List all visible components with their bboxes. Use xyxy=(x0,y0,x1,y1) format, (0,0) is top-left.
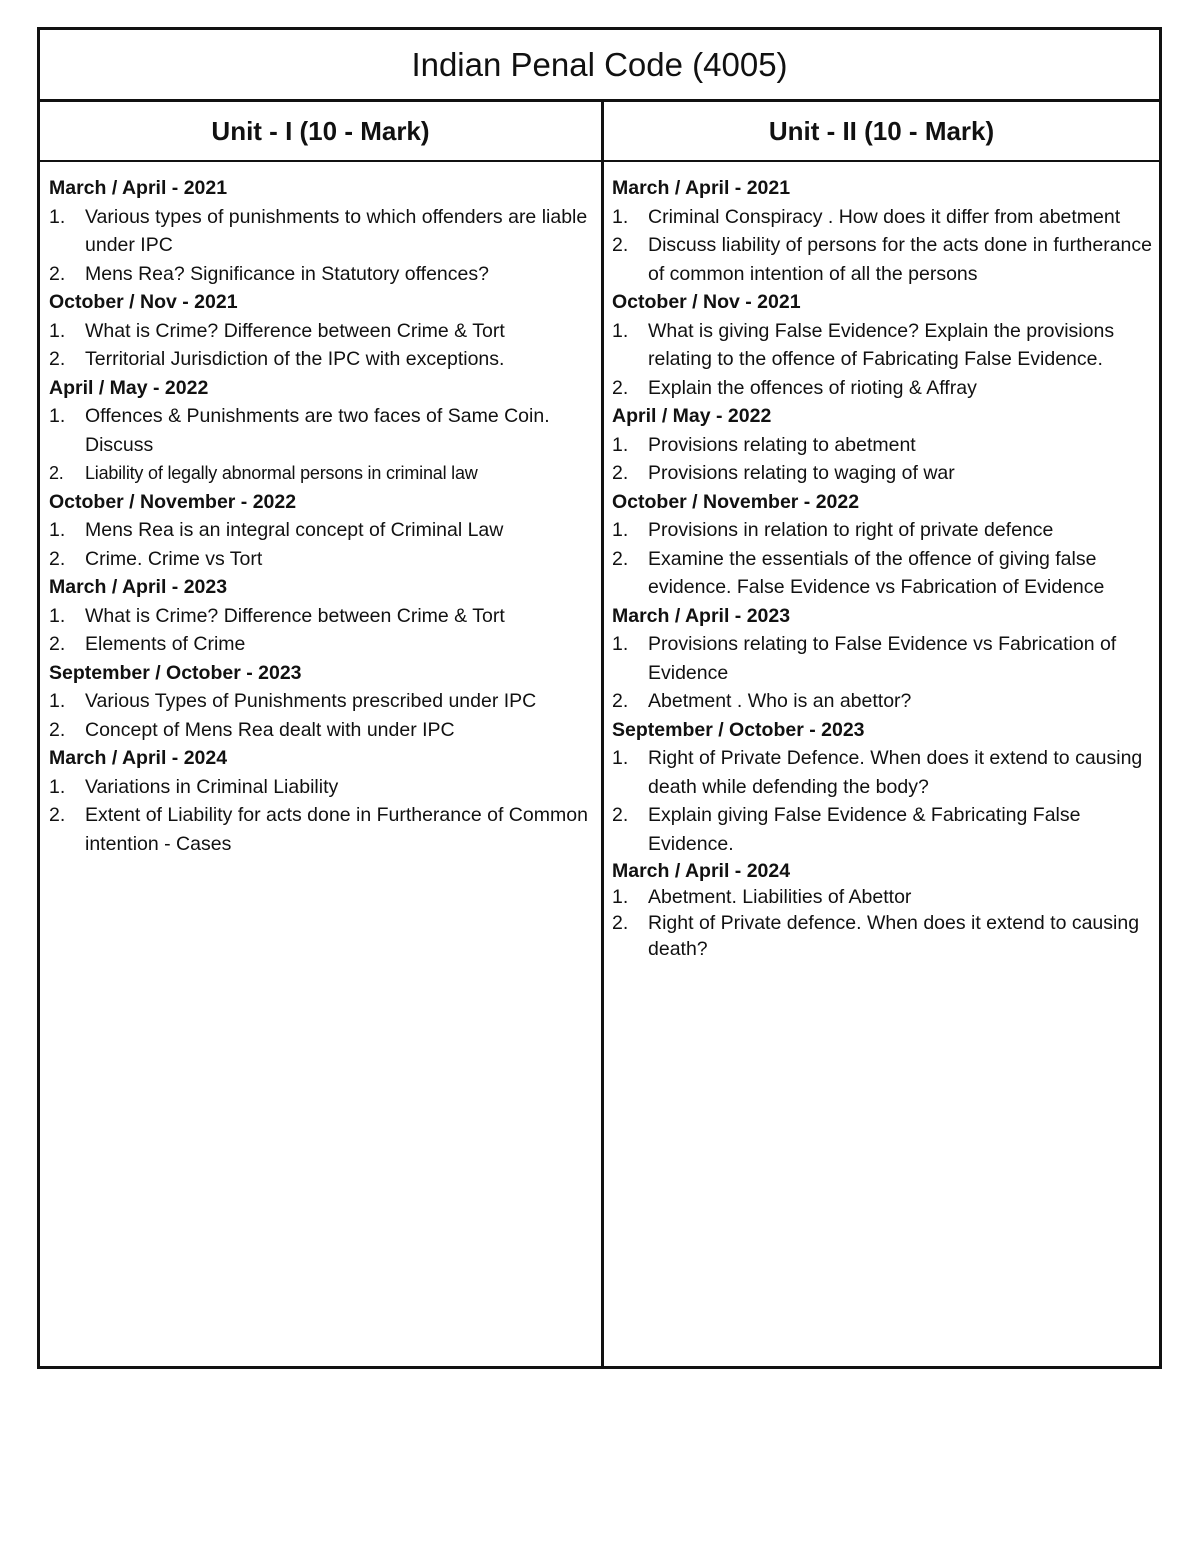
unit-1-heading: Unit - I (10 - Mark) xyxy=(211,115,430,146)
session-block xyxy=(49,374,594,488)
question-number: 2. xyxy=(612,912,629,934)
session-block xyxy=(612,488,1157,602)
question-text: Explain giving False Evidence & Fabricating False Evidence. xyxy=(648,804,1081,855)
unit-2-column xyxy=(612,174,1157,962)
question-number: 2. xyxy=(612,690,629,712)
question-text: What is giving False Evidence? Explain the provisions relating to the offence of Fabricating False Evidence. xyxy=(648,319,1115,370)
question-number: 1. xyxy=(612,519,629,541)
session-title: April / May - 2022 xyxy=(612,405,772,427)
question-text: Criminal Conspiracy . How does it differ from abetment xyxy=(648,205,1121,228)
question-list xyxy=(49,687,594,744)
question-text: Right of Private Defence. When does it extend to causing death while defending the body? xyxy=(648,747,1143,798)
question-list xyxy=(612,884,1157,962)
question-number: 1. xyxy=(612,433,629,456)
session-block xyxy=(612,858,1157,962)
question-item xyxy=(612,231,1157,288)
column-divider xyxy=(601,99,604,1366)
question-item xyxy=(49,545,594,574)
question-item xyxy=(612,744,1157,801)
question-text: Abetment. Liabilities of Abettor xyxy=(648,886,912,908)
question-text: Right of Private defence. When does it extend to causing death? xyxy=(648,912,1140,960)
session-title: April / May - 2022 xyxy=(49,376,209,399)
session-title: October / Nov - 2021 xyxy=(49,291,238,313)
session-block xyxy=(49,174,594,288)
question-list xyxy=(612,317,1157,403)
session-block xyxy=(49,488,594,574)
question-item xyxy=(612,459,1157,488)
question-item xyxy=(612,431,1157,460)
question-text: Provisions relating to waging of war xyxy=(648,462,955,484)
question-list xyxy=(49,602,594,659)
question-item xyxy=(49,203,594,260)
question-text: Explain the offences of rioting & Affray xyxy=(648,376,977,399)
question-list xyxy=(49,773,594,859)
question-item xyxy=(49,260,594,289)
question-list xyxy=(49,203,594,289)
question-number: 1. xyxy=(49,690,66,712)
question-list xyxy=(49,402,594,488)
question-item xyxy=(49,801,594,858)
question-number: 2. xyxy=(49,633,66,655)
question-text: Abetment . Who is an abettor? xyxy=(648,690,912,712)
question-item xyxy=(612,801,1157,858)
question-list xyxy=(49,516,594,573)
question-item xyxy=(612,374,1157,403)
question-text: Mens Rea? Significance in Statutory offences? xyxy=(85,262,489,285)
session-title: March / April - 2023 xyxy=(612,604,791,627)
question-item xyxy=(612,910,1157,962)
question-text: Provisions relating to False Evidence vs Fabrication of Evidence xyxy=(648,633,1117,684)
question-number: 1. xyxy=(612,205,629,228)
question-item xyxy=(612,630,1157,687)
question-list xyxy=(612,744,1157,858)
question-text: Crime. Crime vs Tort xyxy=(85,547,263,570)
question-text: Extent of Liability for acts done in Furtherance of Common intention - Cases xyxy=(85,804,588,855)
session-block xyxy=(612,602,1157,716)
session-title: March / April - 2021 xyxy=(49,177,228,199)
question-number: 1. xyxy=(612,633,629,655)
question-number: 1. xyxy=(612,319,629,342)
question-item xyxy=(49,402,594,459)
question-text: Variations in Criminal Liability xyxy=(85,775,339,798)
session-block xyxy=(49,744,594,858)
question-list xyxy=(612,630,1157,716)
session-block xyxy=(612,174,1157,288)
question-number: 2. xyxy=(49,547,66,570)
question-text: Various types of punishments to which offenders are liable under IPC xyxy=(85,205,588,256)
session-block xyxy=(49,288,594,374)
question-number: 1. xyxy=(49,405,66,427)
session-title: September / October - 2023 xyxy=(49,661,302,684)
document-title: Indian Penal Code (4005) xyxy=(40,30,1159,102)
heading-divider xyxy=(40,160,1159,162)
session-block xyxy=(612,402,1157,488)
session-title: October / November - 2022 xyxy=(612,490,860,513)
question-text: Examine the essentials of the offence of giving false evidence. False Evidence vs Fabrication of Evidence xyxy=(648,547,1105,598)
question-item xyxy=(49,459,594,488)
unit-2-heading: Unit - II (10 - Mark) xyxy=(768,115,995,146)
question-number: 2. xyxy=(49,718,66,741)
question-item xyxy=(49,773,594,802)
question-number: 2. xyxy=(612,234,629,256)
question-number: 1. xyxy=(612,886,629,908)
question-number: 2. xyxy=(612,804,629,826)
session-title: September / October - 2023 xyxy=(612,718,865,741)
question-text: Provisions relating to abetment xyxy=(648,433,916,456)
question-list xyxy=(612,431,1157,488)
question-number: 2. xyxy=(49,463,64,483)
question-number: 2. xyxy=(49,804,66,826)
question-item xyxy=(49,630,594,659)
question-item xyxy=(49,602,594,631)
question-list xyxy=(49,317,594,374)
unit-1-column xyxy=(49,174,594,858)
question-number: 2. xyxy=(49,348,66,370)
session-title: October / Nov - 2021 xyxy=(612,291,801,313)
question-item xyxy=(49,716,594,745)
session-title: March / April - 2021 xyxy=(612,177,791,199)
question-number: 2. xyxy=(612,462,629,484)
question-text: Offences & Punishments are two faces of Same Coin. Discuss xyxy=(85,405,550,456)
session-title: March / April - 2024 xyxy=(612,860,791,882)
session-title: March / April - 2024 xyxy=(49,747,228,769)
question-number: 1. xyxy=(49,604,66,627)
session-title: October / November - 2022 xyxy=(49,490,297,513)
question-item xyxy=(49,516,594,545)
question-item xyxy=(49,687,594,716)
question-number: 2. xyxy=(49,262,66,285)
question-list xyxy=(612,516,1157,602)
session-block xyxy=(612,288,1157,402)
question-number: 2. xyxy=(612,547,629,570)
session-title: March / April - 2023 xyxy=(49,576,228,598)
question-number: 1. xyxy=(49,319,66,342)
question-number: 1. xyxy=(49,775,66,798)
question-text: Various Types of Punishments prescribed under IPC xyxy=(85,690,537,712)
question-text: What is Crime? Difference between Crime & Tort xyxy=(85,319,505,342)
question-item xyxy=(612,516,1157,545)
question-item xyxy=(612,317,1157,374)
question-list xyxy=(612,203,1157,289)
question-number: 2. xyxy=(612,376,629,399)
question-text: Elements of Crime xyxy=(85,633,246,655)
question-item xyxy=(49,345,594,374)
question-text: Provisions in relation to right of private defence xyxy=(648,519,1054,541)
question-item xyxy=(612,203,1157,232)
session-block xyxy=(49,659,594,745)
session-block xyxy=(612,716,1157,859)
question-item xyxy=(612,545,1157,602)
question-number: 1. xyxy=(612,747,629,769)
question-item xyxy=(49,317,594,346)
question-paper-table xyxy=(37,27,1162,1369)
session-block xyxy=(49,573,594,659)
question-item xyxy=(612,884,1157,910)
question-text: Discuss liability of persons for the acts done in furtherance of common intention of all the persons xyxy=(648,234,1153,285)
question-number: 1. xyxy=(49,205,66,228)
question-text: Territorial Jurisdiction of the IPC with exceptions. xyxy=(85,348,505,370)
question-text: Concept of Mens Rea dealt with under IPC xyxy=(85,718,455,741)
question-text: Mens Rea is an integral concept of Criminal Law xyxy=(85,519,504,541)
question-text: What is Crime? Difference between Crime & Tort xyxy=(85,604,505,627)
question-item xyxy=(612,687,1157,716)
question-number: 1. xyxy=(49,519,66,541)
question-text: Liability of legally abnormal persons in criminal law xyxy=(85,463,478,483)
